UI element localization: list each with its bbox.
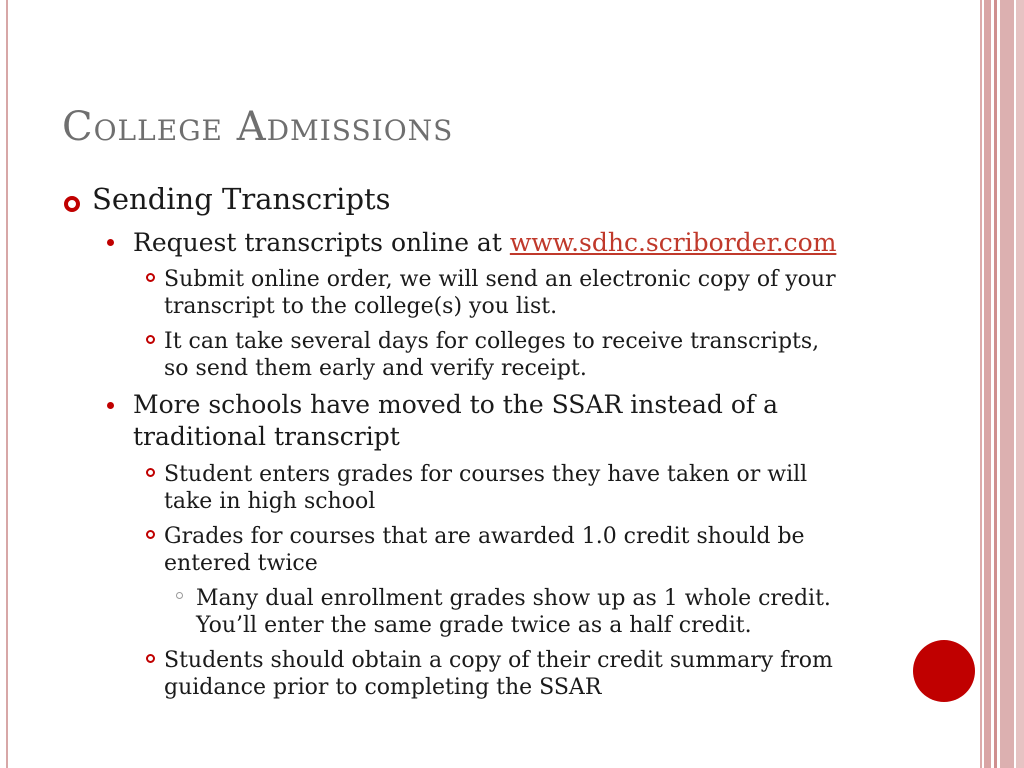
submit-order-line-2: transcript to the college(s) you list. — [164, 294, 558, 319]
request-text: Request transcripts online at — [133, 228, 510, 257]
right-border-stripe — [1016, 0, 1024, 768]
right-border-stripe — [984, 0, 991, 768]
several-days-line-1: It can take several days for colleges to receive transcripts, — [164, 329, 820, 354]
credit-summary-line-1: Students should obtain a copy of their credit summary from — [164, 648, 833, 673]
right-border-stripe — [1000, 0, 1014, 768]
student-enters-line-2: take in high school — [164, 489, 376, 514]
submit-order-line-1: Submit online order, we will send an electronic copy of your — [164, 267, 836, 292]
small-ring-bullet-icon — [176, 592, 183, 599]
ring-bullet-icon — [146, 273, 155, 282]
ring-bullet-icon — [146, 530, 155, 539]
ssar-item-line-2: traditional transcript — [133, 422, 400, 451]
ring-bullet-icon — [146, 468, 155, 477]
grades-credit-line-1: Grades for courses that are awarded 1.0 credit should be — [164, 524, 805, 549]
ring-bullet-icon — [64, 196, 80, 212]
scriborder-link[interactable]: www.sdhc.scriborder.com — [509, 228, 837, 257]
right-border-stripe — [994, 0, 997, 768]
right-border-stripe — [980, 0, 982, 768]
ring-bullet-icon — [146, 335, 155, 344]
grades-credit-line-2: entered twice — [164, 551, 318, 576]
dual-enrollment-line-1: Many dual enrollment grades show up as 1 whole credit. — [196, 586, 831, 611]
credit-summary-line-2: guidance prior to completing the SSAR — [164, 675, 602, 700]
dual-enrollment-line-2: You’ll enter the same grade twice as a half credit. — [196, 613, 752, 638]
left-border-line — [6, 0, 8, 768]
decorative-red-circle — [913, 640, 975, 702]
slide-title: College Admissions — [62, 104, 454, 150]
ring-bullet-icon — [146, 654, 155, 663]
several-days-line-2: so send them early and verify receipt. — [164, 356, 587, 381]
dot-bullet-icon — [107, 402, 114, 409]
ssar-item-line-1: More schools have moved to the SSAR instead of a — [133, 390, 778, 419]
student-enters-line-1: Student enters grades for courses they have taken or will — [164, 462, 808, 487]
request-transcripts-item — [133, 229, 836, 256]
dot-bullet-icon — [107, 239, 114, 246]
sending-transcripts-heading: Sending Transcripts — [92, 182, 391, 216]
